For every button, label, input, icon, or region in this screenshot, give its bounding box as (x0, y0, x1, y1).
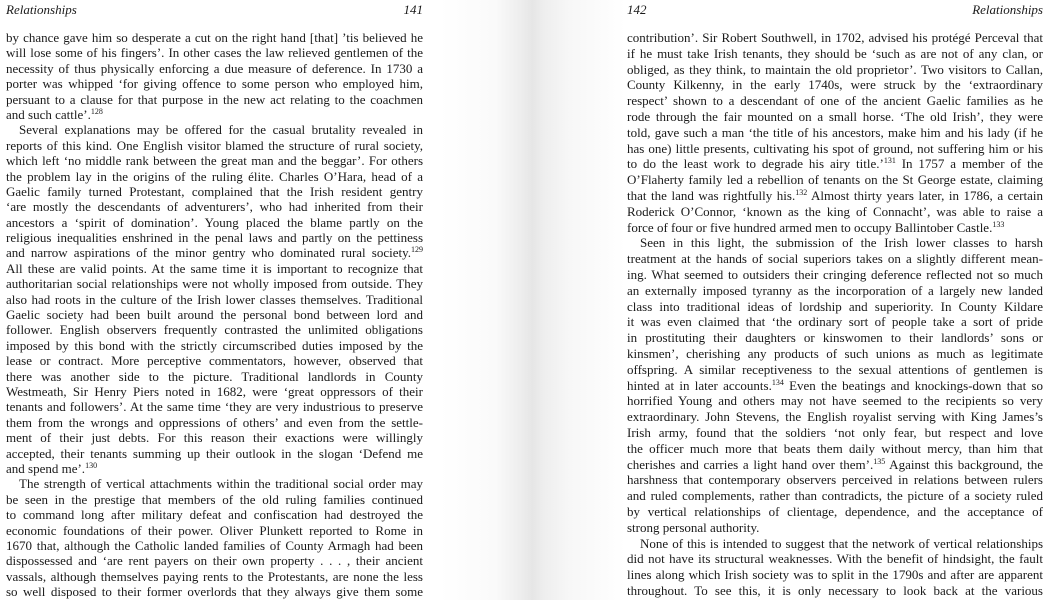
line-text: lines along which Irish society was to split in the 1790s and after are apparent (627, 567, 1043, 583)
line-text: by chance gave him so desperate a cut on the right hand [that] ’tis believed he (6, 30, 423, 45)
text-line (627, 156, 1043, 172)
text-line (6, 153, 423, 168)
text-line (627, 283, 1043, 299)
text-line (6, 569, 423, 584)
line-text: cherishes and carries a light hand over them’. (627, 456, 874, 472)
text-line (6, 353, 423, 368)
line-text: imposed by this bond with the strictly circumscribed duties imposed by the (6, 337, 423, 353)
line-text: follower. English observers frequently contrasted the unlimited obligations (6, 322, 423, 338)
text-line (627, 62, 1043, 78)
line-text: All these are valid points. At the same time it is important to recognize that (6, 260, 423, 276)
text-line (6, 292, 423, 307)
line-text: treatment at the hands of social superiors takes on a slightly different mean- (627, 251, 1043, 267)
line-text: The strength of vertical attachments within the traditional social order may (19, 476, 423, 492)
text-line (627, 251, 1043, 267)
text-line (627, 109, 1043, 125)
text-line (627, 536, 1043, 552)
text-line (627, 93, 1043, 109)
text-line (6, 138, 423, 153)
line-text: porter was whipped ‘for giving offence to some person who employed him, (6, 76, 423, 92)
line-text: to do the least work to degrade his airy title.’ (627, 156, 884, 172)
text-line (6, 122, 423, 137)
line-text: and spend me’. (6, 460, 86, 476)
line-text: offspring. A similar receptiveness to the sexual attentions of gentlemen is (627, 361, 1043, 377)
line-text: Roderick O’Connor, ‘known as the king of Connacht’, was able to raise a (627, 203, 1043, 219)
line-text: economic foundations of their power. Oliver Plunkett reported to Rome in (6, 522, 423, 538)
line-text: will lose some of his fingers’. In other cases the law relieved gentlemen of the (6, 45, 423, 61)
text-line (627, 378, 1043, 394)
line-text: has one) little presents, cultivating his spot of ground, not suffering him or his (627, 140, 1043, 156)
text-line (627, 204, 1043, 220)
text-line (627, 46, 1043, 62)
line-text: obliged, as they think, to maintain the old proprietor’. Two visitors to Callan, (627, 61, 1043, 77)
footnote-marker: 130 (85, 460, 98, 470)
text-line (627, 457, 1043, 473)
line-text: rode through the fair mounted on a small horse. ‘The old Irish’, they were (627, 108, 1043, 124)
line-text: and narrow aspirations of the minor gentry who dominated rural society. (6, 245, 411, 261)
text-line (6, 584, 423, 599)
line-text: strong personal authority. (627, 519, 760, 535)
text-line (6, 199, 423, 214)
line-text: so well disposed to their former overlords that they always give them some (6, 584, 423, 600)
text-line (6, 261, 423, 276)
text-line (627, 393, 1043, 409)
line-text: necessity of thus physically enforcing a due measure of deference. In 1730 a (6, 60, 423, 76)
running-header (6, 2, 423, 20)
line-text: Seen in this light, the submission of the Irish lower classes to harsh (640, 235, 1043, 251)
text-line (627, 267, 1043, 283)
line-text: None of this is intended to suggest that the network of vertical relationships (640, 535, 1043, 551)
text-line (6, 61, 423, 76)
line-text: respect’ shown to a descendant of one of the ancient Gaelic families as he (627, 93, 1043, 109)
line-text: and such cattle’. (6, 106, 91, 122)
line-text: In 1757 a member of the (895, 156, 1043, 172)
line-text: ancestors a ‘spirit of domination’. Young placed the blame partly on the (6, 214, 423, 230)
line-text: hinted at in later accounts. (627, 377, 772, 393)
line-text: told, gave such a man ‘the title of his ancestors, make him and his lady (if he (627, 124, 1043, 140)
text-line (6, 415, 423, 430)
book-gutter (440, 0, 625, 600)
page-body-text (627, 30, 1043, 599)
text-line (627, 504, 1043, 520)
line-text: lease or contract. More perceptive commentators, however, observed that (6, 353, 423, 369)
line-text: if he must take Irish tenants, they should be ‘such as are not of any clan, or (627, 45, 1043, 61)
line-text: and ruled complements, rather than contradicts, the picture of a society ruled (627, 488, 1043, 504)
line-text: ‘are mostly the descendants of adventurers’, who had inherited from their (6, 199, 423, 215)
text-line (6, 307, 423, 322)
text-line (6, 369, 423, 384)
line-text: Several explanations may be offered for the casual brutality revealed in (19, 122, 423, 138)
line-text: to command long after military defeat and confiscation had destroyed the (6, 507, 423, 523)
text-line (627, 299, 1043, 315)
text-line (6, 45, 423, 60)
text-line (627, 472, 1043, 488)
line-text: Almost thirty years later, in 1786, a certain (807, 187, 1043, 203)
text-line (6, 76, 423, 91)
line-text: which left ‘no middle rank between the great man and the beggar’. For others (6, 153, 423, 169)
line-text: there was another side to the picture. Traditional landlords in County (6, 368, 423, 384)
footnote-marker: 135 (873, 456, 886, 466)
line-text: the officer much more that beats them daily without mercy, than him that (627, 440, 1043, 456)
text-line (6, 338, 423, 353)
text-line (627, 409, 1043, 425)
line-text: kinsmen’, cherishing any products of such unions as much as legitimate (627, 345, 1043, 361)
line-text: in prostituting their daughters or kinswomen to their landlords’ sons or (627, 330, 1043, 346)
header-title: Relationships (6, 2, 77, 17)
line-text: Gaelic society had been built around the personal bond between lord and (6, 307, 423, 323)
text-line (6, 92, 423, 107)
footnote-marker: 133 (992, 219, 1005, 229)
running-header (627, 2, 1043, 20)
line-text: Westmeath, Sir Henry Piers noted in 1682, were ‘great oppressors of their (6, 383, 423, 399)
text-line (6, 476, 423, 491)
line-text: by vertical relationships of clientage, dependence, and the acceptance of (627, 503, 1043, 519)
line-text: O’Flaherty family led a rebellion of tenants on the St George estate, claiming (627, 172, 1043, 188)
text-line (6, 461, 423, 476)
text-line (627, 220, 1043, 236)
text-line (627, 488, 1043, 504)
line-text: Irish army, found that the soldiers ‘not only fear, but respect and love (627, 424, 1043, 440)
text-line (627, 441, 1043, 457)
line-text: dispossessed and ‘are rent payers on their own property . . . , their ancient (6, 553, 423, 569)
line-text: also had roots in the culture of the Irish lower classes themselves. Traditional (6, 291, 423, 307)
text-line (627, 125, 1043, 141)
text-line (6, 538, 423, 553)
footnote-marker: 132 (795, 187, 808, 197)
text-line (627, 172, 1043, 188)
line-text: County Kilkenny, in the early 1740s, were struck by the ‘extraordinary (627, 77, 1043, 93)
line-text: horrified Young and others may not have seemed to the recipients so very (627, 393, 1043, 409)
line-text: throughout. To see this, it is only necessary to look back at the various (627, 582, 1043, 598)
text-line (6, 399, 423, 414)
text-line (627, 314, 1043, 330)
line-text: tenants and followers’. At the same time ‘they are very industrious to preserve (6, 399, 423, 415)
line-text: contribution’. Sir Robert Southwell, in 1702, advised his protégé Perceval that (627, 30, 1043, 45)
line-text: religious inequalities enshrined in the penal laws and partly on the pettiness (6, 230, 423, 246)
line-text: an externally imposed tyranny as the incorporation of a largely new landed (627, 282, 1043, 298)
text-line (6, 215, 423, 230)
text-line (6, 553, 423, 568)
text-line (627, 30, 1043, 46)
text-line (6, 107, 423, 122)
line-text: the problem lay in the origins of the ruling élite. Charles O’Hara, head of a (6, 168, 423, 184)
line-text: class into traditional ideas of lordship and superiority. In County Kildare (627, 298, 1043, 314)
page-number: 142 (627, 2, 647, 17)
text-line (627, 346, 1043, 362)
text-line (627, 235, 1043, 251)
text-line (627, 551, 1043, 567)
footnote-marker: 128 (90, 106, 103, 116)
line-text: them from the wrongs and oppressions of others’ and even from the settle- (6, 414, 423, 430)
line-text: Even the beatings and knockings-down that so (783, 377, 1043, 393)
line-text: persuant to a clause for that purpose in the new act relating to the coachmen (6, 91, 423, 107)
footnote-marker: 131 (883, 156, 896, 166)
text-line (6, 276, 423, 291)
header-title: Relationships (972, 2, 1043, 17)
text-line (6, 245, 423, 260)
line-text: be seen in the prestige that members of the old ruling families continued (6, 491, 423, 507)
text-line (627, 362, 1043, 378)
line-text: force of four or five hundred armed men to occupy Ballintober Castle. (627, 219, 993, 235)
text-line (627, 425, 1043, 441)
text-line (6, 446, 423, 461)
line-text: vassals, although themselves paying rents to the Protestants, are none the less (6, 568, 423, 584)
text-line (6, 492, 423, 507)
line-text: harshness that contemporary observers perceived in relations between rulers (627, 472, 1043, 488)
line-text: reports of this kind. One English visitor blamed the structure of rural society, (6, 137, 423, 153)
text-line (627, 583, 1043, 599)
text-line (6, 322, 423, 337)
text-line (6, 430, 423, 445)
text-line (627, 520, 1043, 536)
line-text: Gaelic family turned Protestant, complained that the Irish resident gentry (6, 183, 423, 199)
line-text: accepted, their tenants summing up their outlook in the slogan ‘Defend me (6, 445, 423, 461)
text-line (627, 188, 1043, 204)
text-line (627, 77, 1043, 93)
text-line (6, 523, 423, 538)
line-text: it was even claimed that ‘the ordinary sort of people take a sort of pride (627, 314, 1043, 330)
line-text: that the land was rightfully his. (627, 187, 796, 203)
text-line (627, 330, 1043, 346)
text-line (6, 184, 423, 199)
line-text: authoritarian social relationships were not wholly imposed from outside. They (6, 276, 423, 292)
page-number: 141 (403, 2, 423, 17)
text-line (6, 230, 423, 245)
line-text: ment of their just debts. For this reason their exactions were willingly (6, 430, 423, 446)
text-line (627, 141, 1043, 157)
line-text: 1670 that, although the Catholic landed families of County Armagh had been (6, 537, 423, 553)
line-text: extraordinary. John Stevens, the English royalist serving with King James’s (627, 409, 1043, 425)
text-line (6, 384, 423, 399)
page-body-text (6, 30, 423, 599)
text-line (6, 169, 423, 184)
text-line (6, 30, 423, 45)
text-line (627, 567, 1043, 583)
footnote-marker: 134 (771, 377, 784, 387)
footnote-marker: 129 (411, 245, 423, 255)
text-line (6, 507, 423, 522)
line-text: ing. What seemed to outsiders their cringing deference reflected not so much (627, 266, 1043, 282)
line-text: Against this background, the (885, 456, 1043, 472)
line-text: did not have its structural weaknesses. With the benefit of hindsight, the fault (627, 551, 1043, 567)
